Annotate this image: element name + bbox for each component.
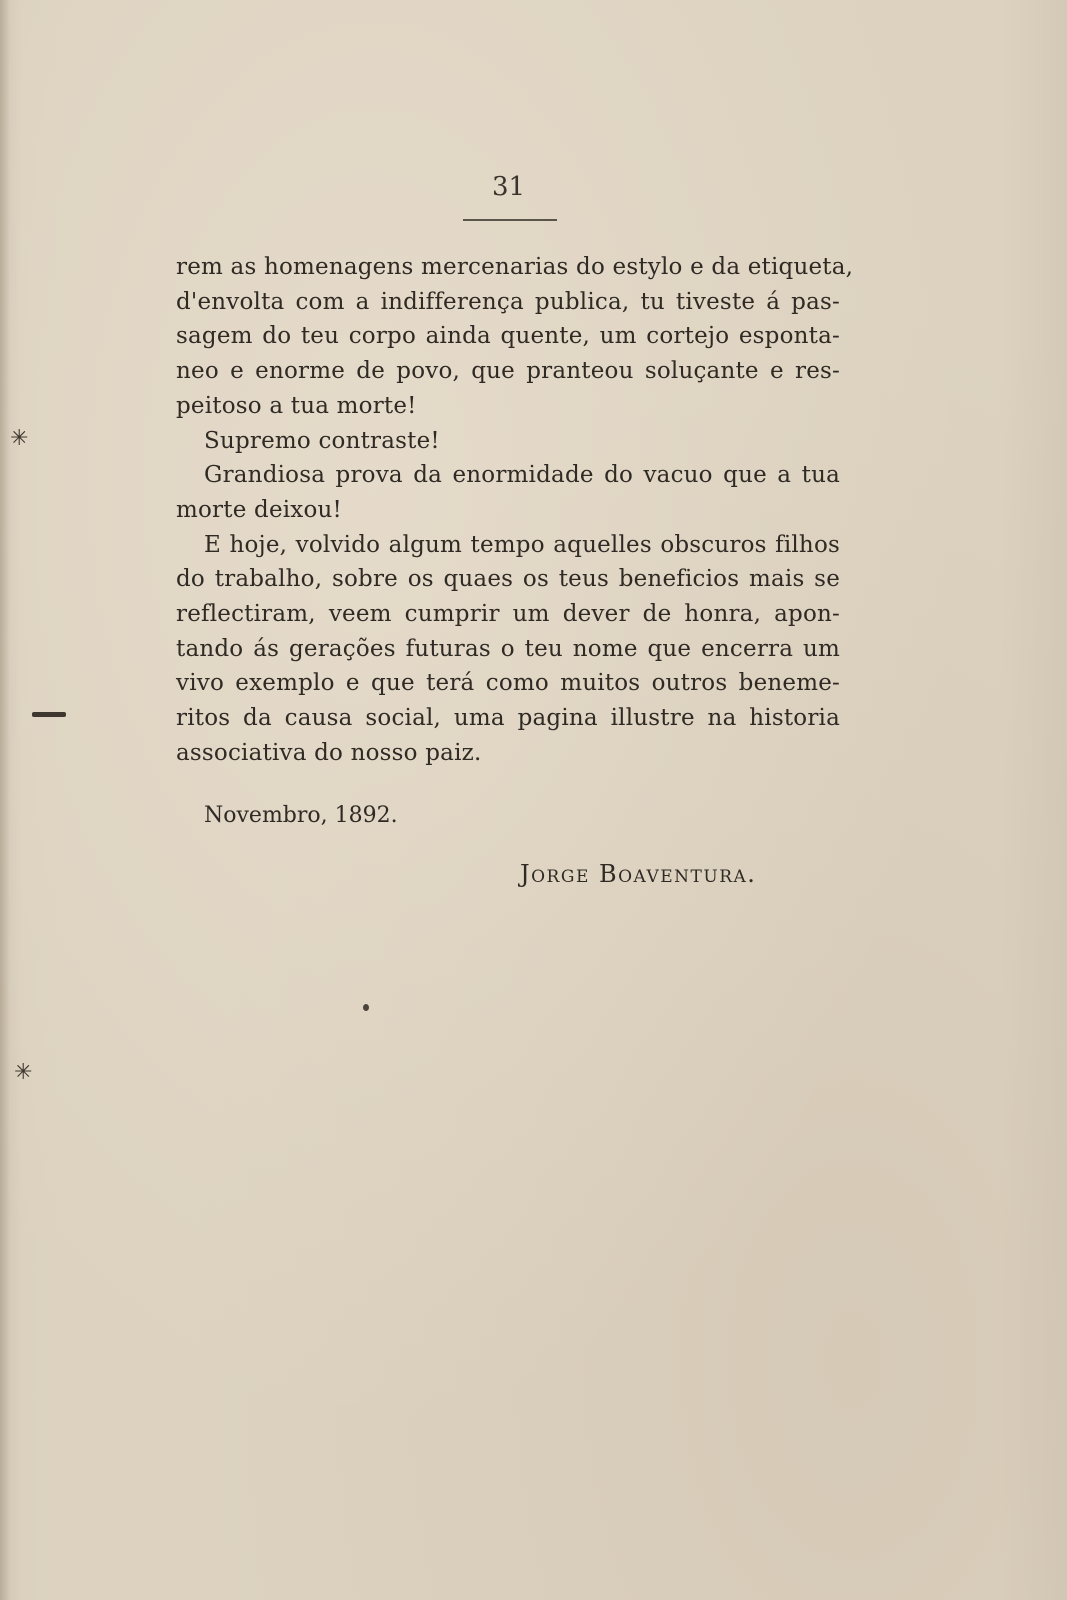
- text-line: do trabalho, sobre os quaes os teus beneficios mais se: [176, 566, 840, 593]
- margin-dash-mark-icon: [32, 712, 66, 717]
- text-line: d'envolta com a indifferença publica, tu tiveste á pas-: [176, 288, 840, 315]
- header-rule: [463, 219, 557, 221]
- author-signature: Jorge Boaventura.: [520, 860, 757, 888]
- text-line: tando ás gerações futuras o teu nome que encerra um: [176, 635, 840, 662]
- text-line: ritos da causa social, uma pagina illustre na historia: [176, 705, 840, 732]
- dateline: Novembro, 1892.: [204, 803, 398, 828]
- body-text: [176, 250, 854, 771]
- margin-ink-mark-icon: ✳: [14, 1060, 33, 1085]
- text-line: vivo exemplo e que terá como muitos outros beneme-: [176, 670, 840, 697]
- ink-speck: [363, 1004, 369, 1011]
- text-line: morte deixou!: [176, 496, 342, 523]
- text-line: reflectiram, veem cumprir um dever de honra, apon-: [176, 601, 840, 628]
- text-line: sagem do teu corpo ainda quente, um cortejo esponta-: [176, 323, 840, 350]
- page-number: 31: [491, 172, 526, 202]
- text-line: Grandiosa prova da enormidade do vacuo que a tua: [204, 462, 840, 489]
- margin-ink-mark-icon: ✳: [10, 426, 29, 451]
- text-line: E hoje, volvido algum tempo aquelles obscuros filhos: [204, 531, 840, 558]
- page-edge-shadow: [0, 0, 10, 1600]
- text-line: rem as homenagens mercenarias do estylo e da etiqueta,: [176, 254, 854, 280]
- text-line: peitoso a tua morte!: [176, 392, 417, 419]
- text-line: associativa do nosso paiz.: [176, 739, 482, 766]
- text-line: neo e enorme de povo, que pranteou soluçante e res-: [176, 358, 840, 385]
- text-line: Supremo contraste!: [204, 427, 440, 454]
